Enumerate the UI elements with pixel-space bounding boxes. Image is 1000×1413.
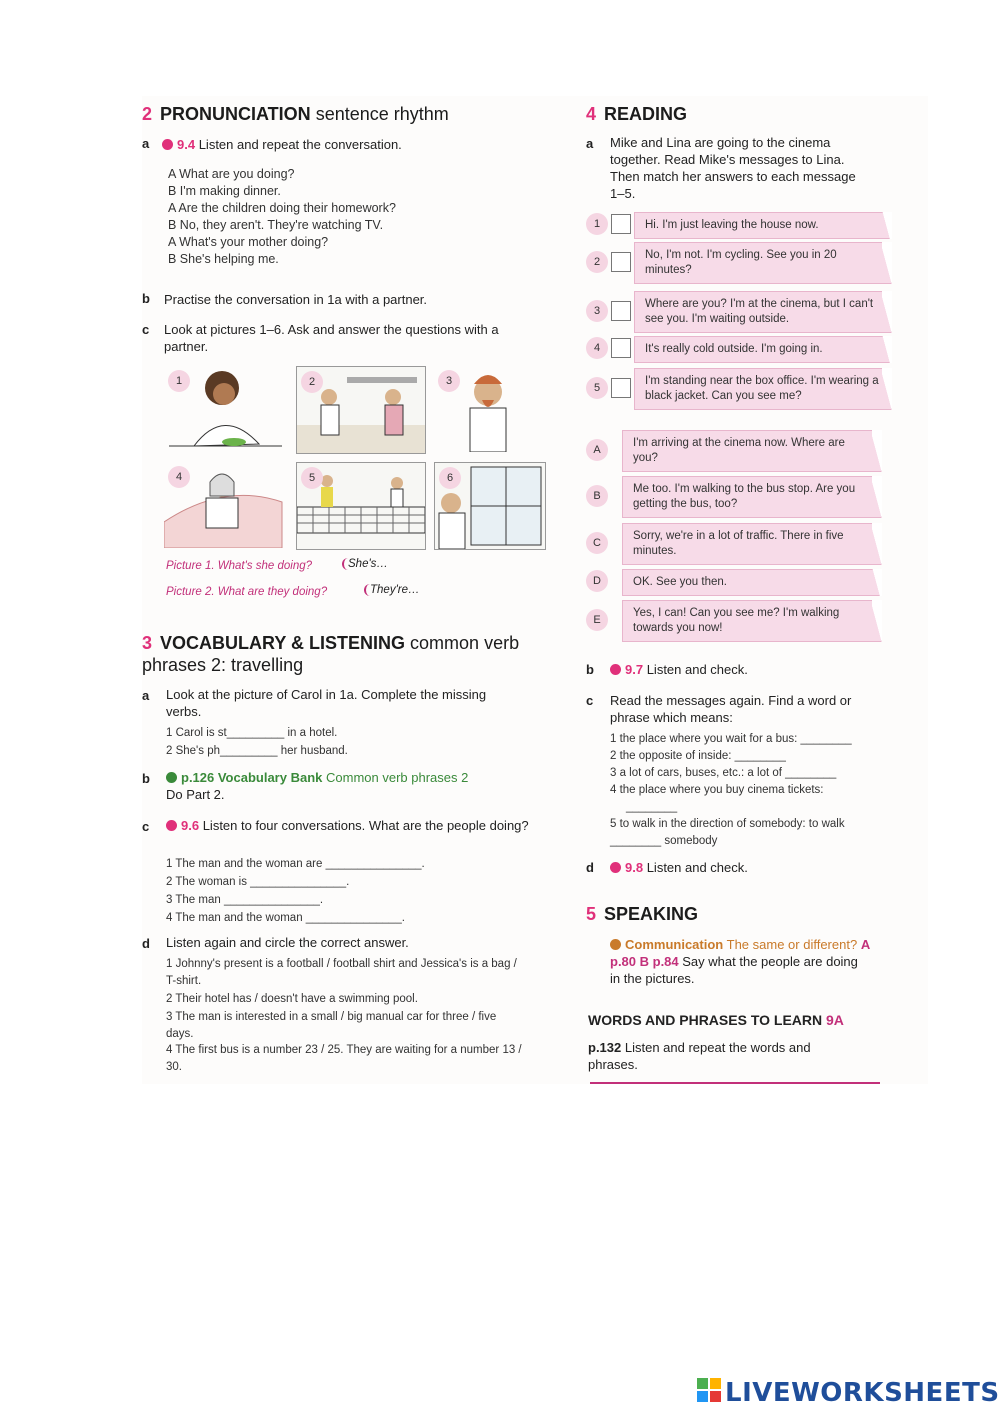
picture-3	[434, 366, 534, 452]
item-4c-4-blank[interactable]: ________	[626, 801, 678, 813]
letter-b: b	[142, 291, 150, 306]
example-answer-2: They're…	[364, 584, 420, 596]
answer-letter: E	[586, 609, 608, 631]
item-3c-2[interactable]: 2 The woman is _______________.	[166, 876, 350, 888]
letter-c: c	[142, 322, 150, 337]
picture-number: 5	[301, 467, 323, 489]
conversation-line: B She's helping me.	[168, 252, 279, 266]
letter-a: a	[142, 688, 150, 703]
picture-number: 3	[438, 370, 460, 392]
section2-heading: 2 PRONUNCIATION sentence rhythm	[142, 104, 449, 124]
picture-number: 6	[439, 467, 461, 489]
worksheet-page	[142, 96, 928, 1084]
letter-b: b	[142, 771, 150, 786]
instruction-4b: 9.7 Listen and check.	[610, 661, 748, 678]
instruction-3a: Look at the picture of Carol in 1a. Complete the missing verbs.	[166, 687, 487, 719]
instruction-3d: Listen again and circle the correct answer.	[166, 935, 409, 950]
picture-number: 2	[301, 371, 323, 393]
lina-message[interactable]: I'm arriving at the cinema now. Where are you?	[622, 430, 882, 472]
answer-letter: A	[586, 439, 608, 461]
message-number: 4	[586, 337, 608, 359]
mike-message: Where are you? I'm at the cinema, but I can't see you. I'm waiting outside.	[634, 291, 892, 333]
item-4c-5[interactable]: 5 to walk in the direction of somebody: to walk ________ somebody	[610, 818, 845, 847]
item-3a-1[interactable]: 1 Carol is st_________ in a hotel.	[166, 727, 338, 739]
message-number: 5	[586, 377, 608, 399]
brand-name[interactable]: LIVEWORKSHEETS	[725, 1378, 1000, 1408]
letter-a: a	[142, 136, 150, 151]
item-4c-3[interactable]: 3 a lot of cars, buses, etc.: a lot of ________	[610, 767, 837, 779]
mike-message: I'm standing near the box office. I'm wearing a black jacket. Can you see me?	[634, 368, 892, 410]
instruction-4a: Mike and Lina are going to the cinema together. Read Mike's messages to Lina. Then match her answers to each message 1–5.	[610, 135, 856, 201]
example-question-2: Picture 2. What are they doing?	[166, 586, 328, 598]
answer-box[interactable]	[611, 252, 631, 272]
words-heading: WORDS AND PHRASES TO LEARN 9A	[588, 1012, 844, 1028]
item-3c-4[interactable]: 4 The man and the woman _______________.	[166, 912, 405, 924]
picture-6	[434, 462, 546, 550]
letter-d: d	[142, 936, 150, 951]
letter-c: c	[142, 819, 150, 834]
lina-message[interactable]: Me too. I'm walking to the bus stop. Are you getting the bus, too?	[622, 476, 882, 518]
letter-a: a	[586, 136, 594, 151]
item-3d-1[interactable]: 1 Johnny's present is a football / football shirt and Jessica's is a bag / T-shirt.	[166, 958, 517, 987]
example-question-1: Picture 1. What's she doing?	[166, 560, 313, 572]
audio-icon[interactable]	[166, 820, 177, 831]
message-number: 3	[586, 300, 608, 322]
conversation-line: A Are the children doing their homework?	[168, 201, 396, 215]
mike-message: It's really cold outside. I'm going in.	[634, 336, 892, 363]
audio-icon[interactable]	[162, 139, 173, 150]
item-3c-1[interactable]: 1 The man and the woman are _______________.	[166, 858, 425, 870]
mike-message: No, I'm not. I'm cycling. See you in 20 minutes?	[634, 242, 892, 284]
example-answer-1: She's…	[342, 558, 388, 570]
letter-b: b	[586, 662, 594, 677]
picture-4	[164, 462, 284, 548]
audio-icon[interactable]	[610, 862, 621, 873]
answer-box[interactable]	[611, 378, 631, 398]
conversation-line: B No, they aren't. They're watching TV.	[168, 218, 384, 232]
item-3d-4[interactable]: 4 The first bus is a number 23 / 25. They are waiting for a number 13 / 30.	[166, 1044, 522, 1073]
section4-heading: 4 READING	[586, 104, 688, 124]
item-4c-2[interactable]: 2 the opposite of inside: ________	[610, 750, 786, 762]
message-number: 1	[586, 213, 608, 235]
conversation-line: B I'm making dinner.	[168, 184, 281, 198]
answer-box[interactable]	[611, 301, 631, 321]
answer-box[interactable]	[611, 338, 631, 358]
lina-message[interactable]: Yes, I can! Can you see me? I'm walking towards you now!	[622, 600, 882, 642]
speaking-instruction: Communication The same or different? A p.80 B p.84 Say what the people are doing in the pictures.	[610, 937, 870, 986]
instruction-4c: Read the messages again. Find a word or phrase which means:	[610, 693, 852, 725]
letter-d: d	[586, 860, 594, 875]
section3-heading: 3 VOCABULARY & LISTENING common verb phrases 2: travelling	[142, 633, 520, 675]
conversation	[168, 166, 468, 268]
message-number: 2	[586, 251, 608, 273]
picture-number: 4	[168, 466, 190, 488]
item-4c-4[interactable]: 4 the place where you buy cinema tickets:	[610, 784, 824, 796]
instruction-2c: Look at pictures 1–6. Ask and answer the questions with a partner.	[164, 322, 499, 354]
letter-c: c	[586, 693, 594, 708]
item-3d-3[interactable]: 3 The man is interested in a small / big manual car for three / five days.	[166, 1011, 497, 1040]
vocabulary-icon	[166, 772, 177, 783]
picture-5	[296, 462, 426, 550]
instruction-2b: Practise the conversation in 1a with a partner.	[164, 292, 428, 307]
item-3c-3[interactable]: 3 The man _______________.	[166, 894, 324, 906]
picture-number: 1	[168, 370, 190, 392]
words-instruction: p.132 Listen and repeat the words and phrases.	[588, 1040, 811, 1072]
answer-letter: B	[586, 485, 608, 507]
instruction-3c: 9.6 Listen to four conversations. What are the people doing?	[166, 817, 546, 834]
answer-letter: C	[586, 532, 608, 554]
answer-letter: D	[586, 570, 608, 592]
audio-icon[interactable]	[610, 664, 621, 675]
section5-heading: 5 SPEAKING	[586, 904, 699, 924]
answer-box[interactable]	[611, 214, 631, 234]
item-4c-1[interactable]: 1 the place where you wait for a bus: ________	[610, 733, 852, 745]
item-3d-2[interactable]: 2 Their hotel has / doesn't have a swimming pool.	[166, 993, 418, 1005]
item-3a-2[interactable]: 2 She's ph_________ her husband.	[166, 745, 348, 757]
picture-2	[296, 366, 426, 454]
lina-message[interactable]: Sorry, we're in a lot of traffic. There in five minutes.	[622, 523, 882, 565]
instruction-4d: 9.8 Listen and check.	[610, 859, 748, 876]
picture-1	[164, 366, 284, 452]
liveworksheets-logo-icon	[697, 1378, 721, 1402]
instruction-3b: p.126 Vocabulary Bank Common verb phrases 2 Do Part 2.	[166, 770, 469, 802]
instruction-2a: 9.4 Listen and repeat the conversation.	[162, 136, 402, 153]
mike-message: Hi. I'm just leaving the house now.	[634, 212, 892, 239]
divider	[590, 1082, 880, 1084]
conversation-line: A What are you doing?	[168, 167, 295, 181]
lina-message[interactable]: OK. See you then.	[622, 569, 882, 596]
communication-icon	[610, 939, 621, 950]
vocab-bank-link[interactable]: p.126 Vocabulary Bank	[181, 770, 323, 785]
conversation-line: A What's your mother doing?	[168, 235, 329, 249]
